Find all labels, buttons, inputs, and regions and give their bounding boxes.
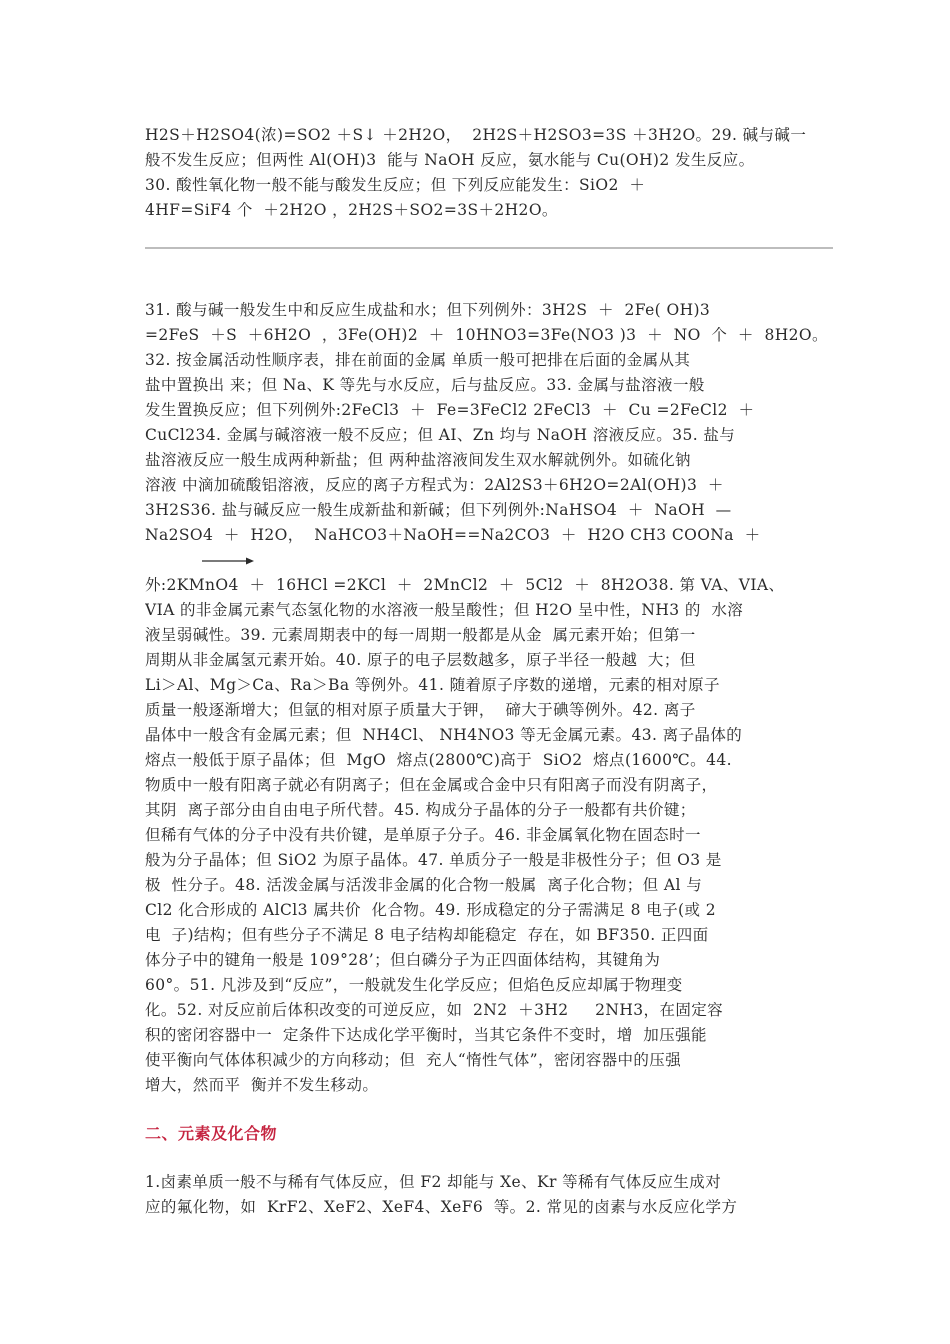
- text-line: 晶体中一般含有金属元素；但 NH4Cl、 NH4NO3 等无金属元素。43. 离子晶体的: [145, 726, 743, 744]
- text-line: Li＞Al、Mg＞Ca、Ra＞Ba 等例外。41. 随着原子序数的递增，元素的相对原子: [145, 676, 720, 694]
- text-line: CuCl234. 金属与碱溶液一般不反应；但 AI、Zn 均与 NaOH 溶液反应。35. 盐与: [145, 426, 736, 444]
- text-line: 发生置换反应；但下列例外:2FeCl3 ＋ Fe=3FeCl2 2FeCl3 ＋ Cu =2FeCl2 ＋: [145, 401, 755, 419]
- paragraph-block-3: [145, 1170, 835, 1220]
- text-line: 但稀有气体的分子中没有共价键，是单原子分子。46. 非金属氧化物在固态时一: [145, 826, 701, 844]
- text-line: 32. 按金属活动性顺序表，排在前面的金属 单质一般可把排在后面的金属从其: [145, 351, 691, 369]
- section-heading: 二、元素及化合物: [145, 1124, 278, 1143]
- text-line: =2FeS ＋S ＋6H2O ，3Fe(OH)2 ＋ 10HNO3=3Fe(NO3 )3 ＋ NO 个 ＋ 8H2O。: [145, 326, 828, 344]
- text-line: 30. 酸性氧化物一般不能与酸发生反应；但 下列反应能发生：SiO2 ＋: [145, 176, 646, 194]
- text-line: 使平衡向气体体积减少的方向移动；但 充人“惰性气体”，密闭容器中的压强: [145, 1051, 682, 1069]
- text-line: 1.卤素单质一般不与稀有气体反应，但 F2 却能与 Xe、Kr 等稀有气体反应生成对: [145, 1173, 722, 1191]
- text-line: 3H2S36. 盐与碱反应一般生成新盐和新碱；但下列例外:NaHSO4 ＋ NaOH —: [145, 501, 732, 519]
- text-line: 极 性分子。48. 活泼金属与活泼非金属的化合物一般属 离子化合物；但 Al 与: [145, 876, 703, 894]
- text-line: 其阴 离子部分由自由电子所代替。45. 构成分子晶体的分子一般都有共价键；: [145, 801, 696, 819]
- paragraph-block-2: [145, 298, 835, 1098]
- text-line: 物质中一般有阳离子就必有阴离子；但在金属或合金中只有阳离子而没有阴离子，: [145, 776, 718, 794]
- horizontal-divider: [145, 247, 833, 249]
- text-line: 溶液 中滴加硫酸铝溶液，反应的离子方程式为：2Al2S3＋6H2O=2Al(OH)3 ＋: [145, 476, 724, 494]
- text-line: 4HF=SiF4 个 ＋2H2O ，2H2S＋SO2=3S＋2H2O。: [145, 201, 558, 219]
- paragraph-block-1: [145, 123, 835, 223]
- text-line: 应的氟化物，如 KrF2、XeF2、XeF4、XeF6 等。2. 常见的卤素与水反应化学方: [145, 1198, 738, 1216]
- text-line: 般不发生反应；但两性 Al(OH)3 能与 NaOH 反应，氨水能与 Cu(OH)2 发生反应。: [145, 151, 755, 169]
- text-line: 外:2KMnO4 ＋ 16HCl =2KCl ＋ 2MnCl2 ＋ 5Cl2 ＋ 8H2O38. 第 VA、VIA、: [145, 576, 785, 594]
- text-line: 质量一般逐渐增大；但氩的相对原子质量大于钾， 碲大于碘等例外。42. 离子: [145, 701, 696, 719]
- text-line: 电 子)结构；但有些分子不满足 8 电子结构却能稳定 存在，如 BF350. 正四面: [145, 926, 709, 944]
- text-line: 熔点一般低于原子晶体；但 MgO 熔点(2800℃)高于 SiO2 熔点(1600℃。44.: [145, 751, 732, 769]
- text-line: 体分子中的键角一般是 109°28’；但白磷分子为正四面体结构，其键角为: [145, 951, 661, 969]
- text-line: 盐溶液反应一般生成两种新盐；但 两种盐溶液间发生双水解就例外。如硫化钠: [145, 451, 691, 469]
- text-line: 液呈弱碱性。39. 元素周期表中的每一周期一般都是从金 属元素开始；但第一: [145, 626, 696, 644]
- text-line: 31. 酸与碱一般发生中和反应生成盐和水；但下列例外：3H2S ＋ 2Fe( OH)3: [145, 301, 711, 319]
- text-line: VIA 的非金属元素气态氢化物的水溶液一般呈酸性；但 H2O 呈中性，NH3 的 水溶: [145, 601, 744, 619]
- text-line: H2S＋H2SO4(浓)=SO2 ＋S↓ ＋2H2O， 2H2S＋H2SO3=3S ＋3H2O。29. 碱与碱一: [145, 126, 807, 144]
- text-line: 般为分子晶体；但 SiO2 为原子晶体。47. 单质分子一般是非极性分子；但 O3 是: [145, 851, 722, 869]
- text-line: 盐中置换出 来；但 Na、K 等先与水反应，后与盐反应。33. 金属与盐溶液一般: [145, 376, 705, 394]
- equation-line-with-arrow: [145, 548, 835, 573]
- text-line: 60°。51. 凡涉及到“反应”，一般就发生化学反应；但焰色反应却属于物理变: [145, 976, 683, 994]
- text-line: Na2SO4 ＋ H2O， NaHCO3＋NaOH==Na2CO3 ＋ H2O CH3 COONa ＋: [145, 526, 761, 544]
- text-line: 化。52. 对反应前后体积改变的可逆反应，如 2N2 ＋3H2 2NH3，在固定容: [145, 1001, 724, 1019]
- text-line: Cl2 化合形成的 AlCl3 属共价 化合物。49. 形成稳定的分子需满足 8 电子(或 2: [145, 901, 716, 919]
- text-line: 周期从非金属氢元素开始。40. 原子的电子层数越多，原子半径一般越 大；但: [145, 651, 696, 669]
- reaction-arrow-icon: [202, 560, 252, 562]
- text-line: 增大，然而平 衡并不发生移动。: [145, 1076, 379, 1094]
- text-line: 积的密闭容器中一 定条件下达成化学平衡时，当其它条件不变时，增 加压强能: [145, 1026, 707, 1044]
